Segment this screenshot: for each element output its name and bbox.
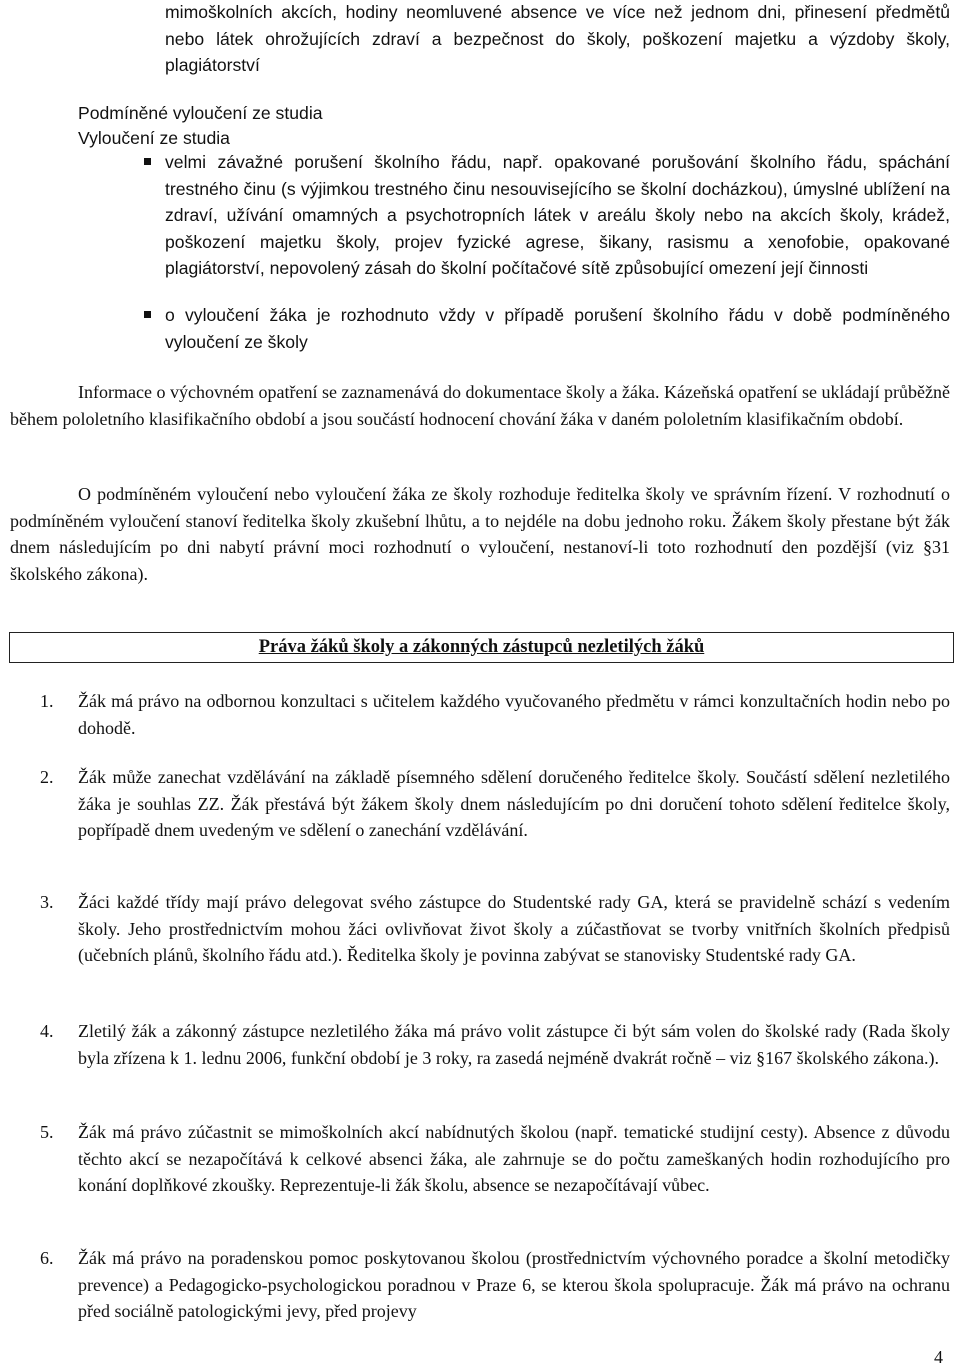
page-number: 4 — [934, 1347, 943, 1367]
section-heading-box — [9, 632, 954, 663]
list-number: 1. — [40, 691, 54, 711]
list-number: 3. — [40, 892, 54, 912]
list-item: Žák má právo zúčastnit se mimoškolních akcí nabídnutých školou (např. tematické studijní cesty). Absence z důvodu těchto akcí se nezapočítává k celkové absenci žáka, ale zahrnuje se do počtu zameškaných hodin rozhodujícího pro konání doplňkové zkoušky. Reprezentuje-li žák školu, absence se nezapočítávají vůbec. — [78, 1122, 950, 1195]
bullet-square-icon — [144, 311, 151, 318]
bullet-square-icon — [144, 158, 151, 165]
list-number: 5. — [40, 1122, 54, 1142]
list-number: 6. — [40, 1248, 54, 1268]
list-item: Žák může zanechat vzdělávání na základě písemného sdělení doručeného ředitelce školy. Součástí sdělení nezletilého žáka je souhlas ZZ. Žák přestává být žákem školy dnem následujícím po dni doručení tohoto sdělení ředitelce školy, popřípadě dnem uvedeným ve sdělení o zanechání vzdělávání. — [78, 767, 950, 840]
conditional-expulsion-label: Podmíněné vyloučení ze studia — [78, 103, 323, 123]
expulsion-reasons: velmi závažné porušení školního řádu, např. opakované porušování školního řádu, spáchání trestného činu (s výjimkou trestného činu nesouvisejícího se školní docházkou), úmyslné ublížení na zdraví, užívání omamných a psychotropních látek v areálu školy nebo na akcích školy, krádež, poškození majetku školy, projev fyzické agrese, šikany, rasismu a xenofobie, opakované plagiátorství, nepovolený zásah do školní počítačové sítě způsobující omezení její činnosti — [165, 152, 950, 278]
list-item: Žáci každé třídy mají právo delegovat svého zástupce do Studentské rady GA, která se pravidelně schází s vedením školy. Jeho prostřednictvím mohou žáci ovlivňovat život školy a zúčastňovat se tvorby vnitřních školních předpisů (učebních plánů, školního řádu atd.). Ředitelka školy je povinna zabývat se stanovisky Studentské rady GA. — [78, 892, 950, 965]
expulsion-label: Vyloučení ze studia — [78, 128, 230, 148]
list-item: Žák má právo na odbornou konzultaci s učitelem každého vyučovaného předmětu v rámci konzultačních hodin nebo po dohodě. — [78, 691, 950, 738]
expulsion-rule: o vyloučení žáka je rozhodnuto vždy v případě porušení školního řádu v době podmíněného vyloučení ze školy — [165, 305, 950, 352]
list-number: 4. — [40, 1021, 54, 1041]
list-item: Žák má právo na poradenskou pomoc poskytovanou školou (prostřednictvím výchovného poradce a školní metodičky prevence) a Pedagogicko-psychologickou poradnou v Praze 6, se kterou škola spolupracuje. Žák má právo na ochranu před sociálně patologickými jevy, před projevy — [78, 1248, 950, 1321]
list-item: Zletilý žák a zákonný zástupce nezletilého žáka má právo volit zástupce či být sám volen do školské rady (Rada školy byla zřízena k 1. lednu 2006, funkční období je 3 roky, ra zasedá nejméně dvakrát ročně – viz §167 školského zákona.). — [78, 1021, 950, 1068]
intro-paragraph: mimoškolních akcích, hodiny neomluvené absence ve více než jednom dni, přinesení předmětů nebo látek ohrožujících zdraví a bezpečnost do školy, poškození majetku a výzdoby školy, plagiátorství — [165, 2, 950, 75]
list-number: 2. — [40, 767, 54, 787]
section-heading: Práva žáků školy a zákonných zástupců nezletilých žáků — [258, 637, 705, 657]
info-paragraph: Informace o výchovném opatření se zaznamenává do dokumentace školy a žáka. Kázeňská opatření se ukládají průběžně během pololetního klasifikačního období a jsou součástí hodnocení chování žáka v daném pololetním klasifikačním období. — [10, 382, 950, 429]
decision-paragraph: O podmíněném vyloučení nebo vyloučení žáka ze školy rozhoduje ředitelka školy ve správním řízení. V rozhodnutí o podmíněném vyloučení stanoví ředitelka školy zkušební lhůtu, a to nejdéle na dobu jednoho roku. Žákem školy přestane být žák dnem následujícím po dni nabytí právní moci rozhodnutí o vyloučení, nestanoví-li toto rozhodnutí den pozdější (viz §31 školského zákona). — [10, 484, 950, 584]
